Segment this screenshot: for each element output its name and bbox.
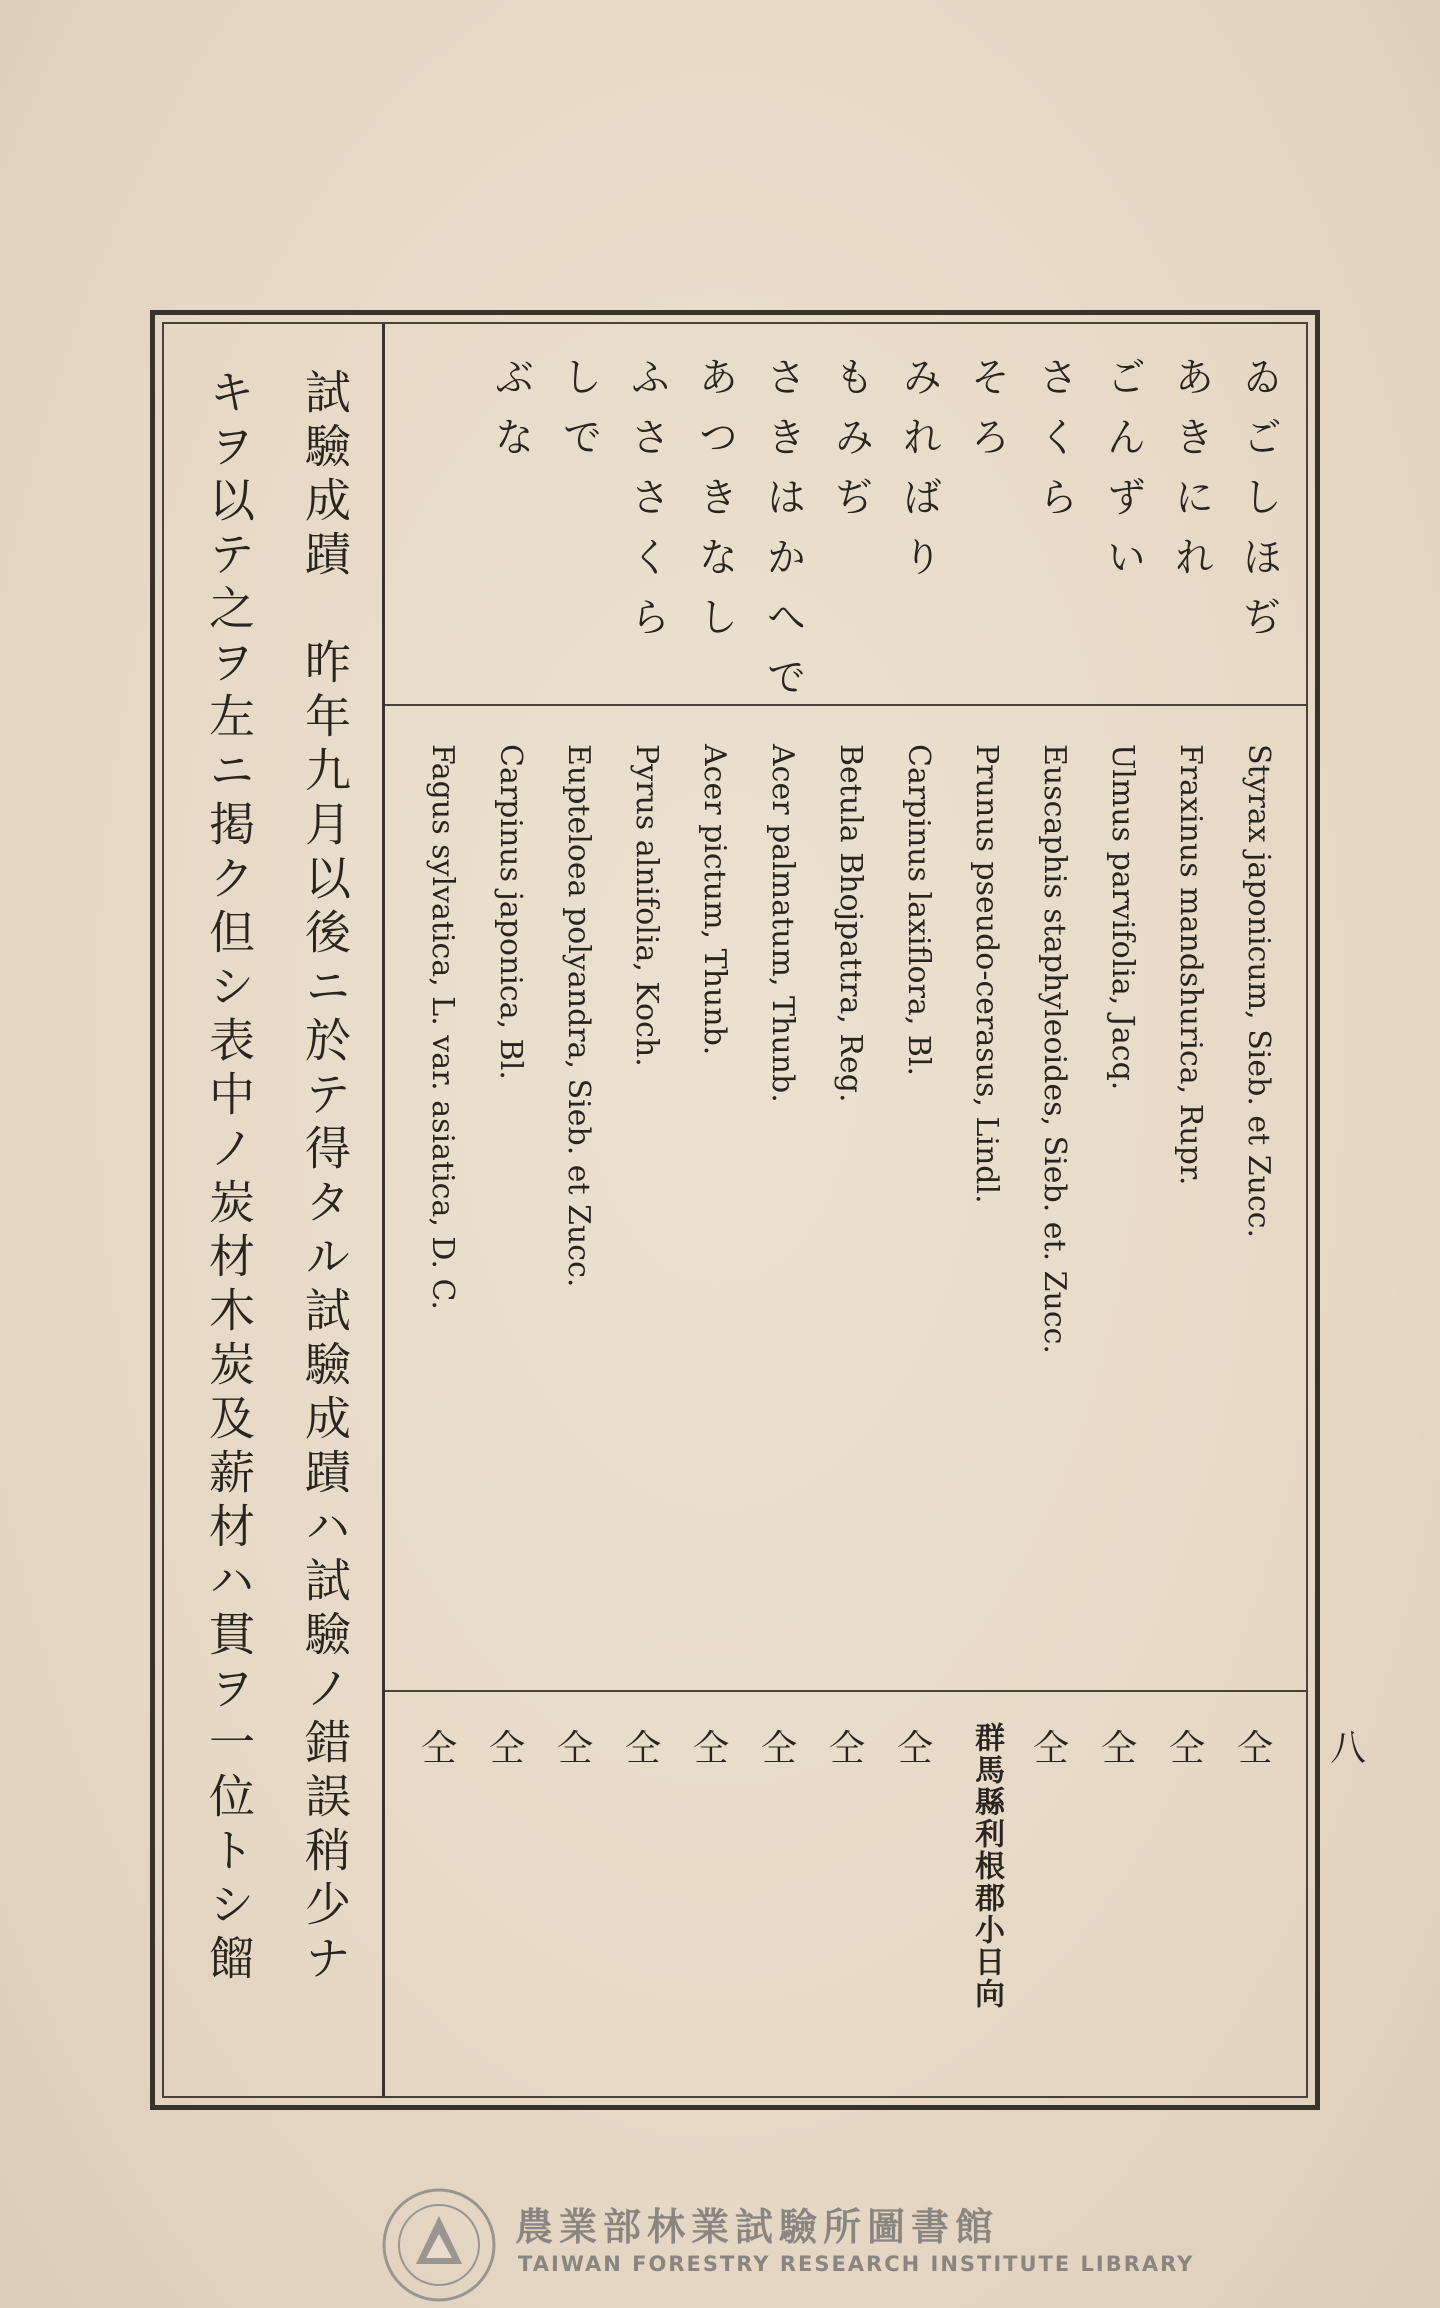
poem-line: ぶな (488, 356, 534, 476)
species-name: Fraxinus mandshurica, Rupr. (1173, 744, 1208, 1186)
ditto-mark: 仝 (828, 1728, 865, 1769)
body-text-line: キヲ以テ之ヲ左ニ掲ク但シ表中ノ炭材木炭及薪材ハ貫ヲ一位トシ餾 (202, 368, 256, 1988)
ditto-mark: 仝 (1236, 1728, 1273, 1769)
species-name: Carpinus japonica, Bl. (493, 744, 528, 1080)
section-divider (382, 324, 385, 2096)
species-name: Styrax japonicum, Sieb. et Zucc. (1241, 744, 1276, 1239)
body-text-line: 試驗成蹟 昨年九月以後ニ於テ得タル試驗成蹟ハ試驗ノ錯誤稍少ナ (298, 368, 352, 1988)
species-name: Carpinus laxiflora, Bl. (901, 744, 936, 1077)
species-name: Acer pictum, Thunb. (697, 744, 732, 1056)
species-name: Fagus sylvatica, L. var. asiatica, D. C. (425, 744, 460, 1310)
ditto-mark: 仝 (760, 1728, 797, 1769)
ditto-mark: 仝 (1100, 1728, 1137, 1769)
poem-line: あつきなし (692, 356, 738, 656)
ditto-mark: 仝 (624, 1728, 661, 1769)
species-name: Pyrus alnifolia, Koch. (629, 744, 664, 1067)
species-name: Eupteloea polyandra, Sieb. et Zucc. (561, 744, 596, 1288)
locality-text: 群馬縣利根郡小日向 (969, 1722, 1004, 2010)
poem-line: みればり (896, 356, 942, 596)
poem-line: しで (556, 356, 602, 476)
poem-line: もみぢ (828, 356, 874, 536)
species-name: Acer palmatum, Thunb. (765, 744, 800, 1103)
poem-line: あきにれ (1168, 356, 1214, 596)
row-divider-top (385, 704, 1306, 706)
poem-line: ゐごしほぢ (1236, 356, 1282, 656)
ditto-mark: 仝 (692, 1728, 729, 1769)
ditto-mark: 仝 (1032, 1728, 1069, 1769)
species-name: Betula Bhojpattra, Reg. (833, 744, 868, 1103)
poem-line: さくら (1032, 356, 1078, 536)
row-divider-bottom (385, 1690, 1306, 1692)
species-name: Prunus pseudo-cerasus, Lindl. (969, 744, 1004, 1204)
ditto-mark: 仝 (896, 1728, 933, 1769)
poem-line: ごんずい (1100, 356, 1146, 596)
ditto-mark: 仝 (1168, 1728, 1205, 1769)
library-name-english: TAIWAN FORESTRY RESEARCH INSTITUTE LIBRARY (518, 2252, 1195, 2276)
ditto-mark: 仝 (488, 1728, 525, 1769)
page-number: 八 (1330, 1728, 1367, 1769)
ditto-mark: 仝 (420, 1728, 457, 1769)
ditto-mark: 仝 (556, 1728, 593, 1769)
species-name: Ulmus parvifolia, Jacq. (1105, 744, 1140, 1091)
species-name: Euscaphis staphyleoides, Sieb. et. Zucc. (1037, 744, 1072, 1354)
library-name-chinese: 農業部林業試驗所圖書館 (515, 2205, 1000, 2249)
poem-line: そろ (964, 356, 1010, 476)
poem-line: さきはかへで (760, 356, 806, 716)
poem-line: ふささくら (624, 356, 670, 656)
library-seal-icon (380, 2186, 498, 2304)
